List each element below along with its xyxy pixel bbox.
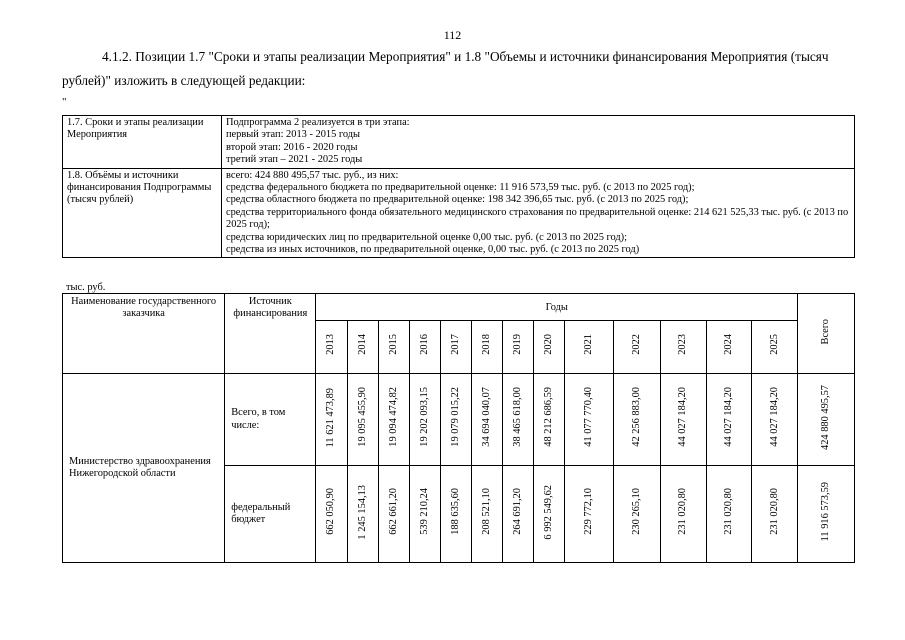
header-years: Годы [316,294,798,321]
row-funding [63,168,855,258]
terms-line: третий этап – 2021 - 2025 годы [226,154,363,166]
value-cell: 231 020,80 [706,466,752,563]
value-cell: 230 265,10 [614,466,661,563]
value-cell: 231 020,80 [661,466,707,563]
value-cell: 264 691,20 [502,466,533,563]
year-header-cell: 2013 [316,321,347,374]
year-header-cell: 2016 [409,321,440,374]
header-customer: Наименование государственного заказчика [63,294,225,374]
value-cell: 19 202 093,15 [409,374,440,466]
unit-label: тыс. руб. [66,282,106,293]
value-cell: 38 465 618,00 [502,374,533,466]
funding-line: всего: 424 880 495,57 тыс. руб., из них: [226,169,399,181]
year-header-cell: 2022 [614,321,661,374]
year-header-cell: 2021 [564,321,614,374]
value-cell: 19 079 015,22 [441,374,471,466]
value-cell: 1 245 154,13 [347,466,378,563]
value-cell: 41 077 770,40 [564,374,614,466]
year-header-cell: 2014 [347,321,378,374]
value-cell: 11 621 473,89 [316,374,347,466]
row-terms [63,116,855,169]
year-header-cell: 2015 [379,321,409,374]
source-cell: Всего, в том числе: [225,374,316,466]
value-cell: 19 094 474,82 [379,374,409,466]
value-cell: 44 027 184,20 [661,374,707,466]
terms-line: Подпрограмма 2 реализуется в три этапа: [226,117,410,128]
year-header-cell: 2020 [534,321,564,374]
table-row [63,374,855,466]
funding-line: средства из иных источников, по предварительной оценке, 0,00 тыс. руб. (с 2013 по 2025 год) [226,244,640,256]
value-cell: 229 772,10 [564,466,614,563]
year-header-cell: 2019 [502,321,533,374]
year-header-cell: 2024 [706,321,752,374]
year-header-cell: 2023 [661,321,707,374]
total-cell: 11 916 573,59 [798,466,855,563]
value-cell: 44 027 184,20 [752,374,798,466]
intro-paragraph: 4.1.2. Позиции 1.7 "Сроки и этапы реализации Мероприятия" и 1.8 "Объемы и источники финансирования Мероприятия (тысяч рублей)" изложить в следующей редакции: [62,49,829,88]
source-cell: федеральный бюджет [225,466,316,563]
value-cell: 48 212 686,59 [534,374,564,466]
customer-cell: Министерство здравоохранения Нижегородской области [63,374,225,563]
finance-table [62,293,855,563]
funding-label: 1.8. Объёмы и источники финансирования Подпрограммы (тысяч рублей) [63,168,222,258]
value-cell: 208 521,10 [471,466,502,563]
value-cell: 44 027 184,20 [706,374,752,466]
funding-line: средства юридических лиц по предварительной оценке 0,00 тыс. руб. (с 2013 по 2025 год); [226,231,628,243]
info-table [62,115,855,258]
year-header-cell: 2017 [441,321,471,374]
funding-line: средства областного бюджета по предварительной оценке: 198 342 396,65 тыс. руб. (с 2013 по 2025 год); [226,194,689,206]
opening-quote-mark: " [62,96,67,108]
value-cell: 6 992 549,62 [534,466,564,563]
funding-content [222,168,855,258]
value-cell: 42 256 883,00 [614,374,661,466]
total-cell: 424 880 495,57 [798,374,855,466]
value-cell: 662 661,20 [379,466,409,563]
value-cell: 539 210,24 [409,466,440,563]
terms-line: первый этап: 2013 - 2015 годы [226,129,361,141]
page-number: 112 [443,28,462,42]
funding-line: средства федерального бюджета по предварительной оценке: 11 916 573,59 тыс. руб. (с 2013 по 2025 год); [226,182,695,194]
terms-content [222,116,855,169]
header-total: Всего [798,294,855,374]
terms-line: второй этап: 2016 - 2020 годы [226,141,358,153]
year-header-cell: 2025 [752,321,798,374]
value-cell: 662 050,90 [316,466,347,563]
value-cell: 188 635,60 [441,466,471,563]
value-cell: 34 694 040,07 [471,374,502,466]
value-cell: 231 020,80 [752,466,798,563]
funding-line: средства территориального фонда обязательного медицинского страхования по предварительной оценке: 214 621 525,33 тыс. руб. (с 2013 по 2025 год); [226,206,849,231]
terms-label: 1.7. Сроки и этапы реализации Мероприятия [63,116,222,169]
header-row [63,294,855,321]
year-header-cell: 2018 [471,321,502,374]
header-source: Источник финансирования [225,294,316,374]
value-cell: 19 095 455,90 [347,374,378,466]
